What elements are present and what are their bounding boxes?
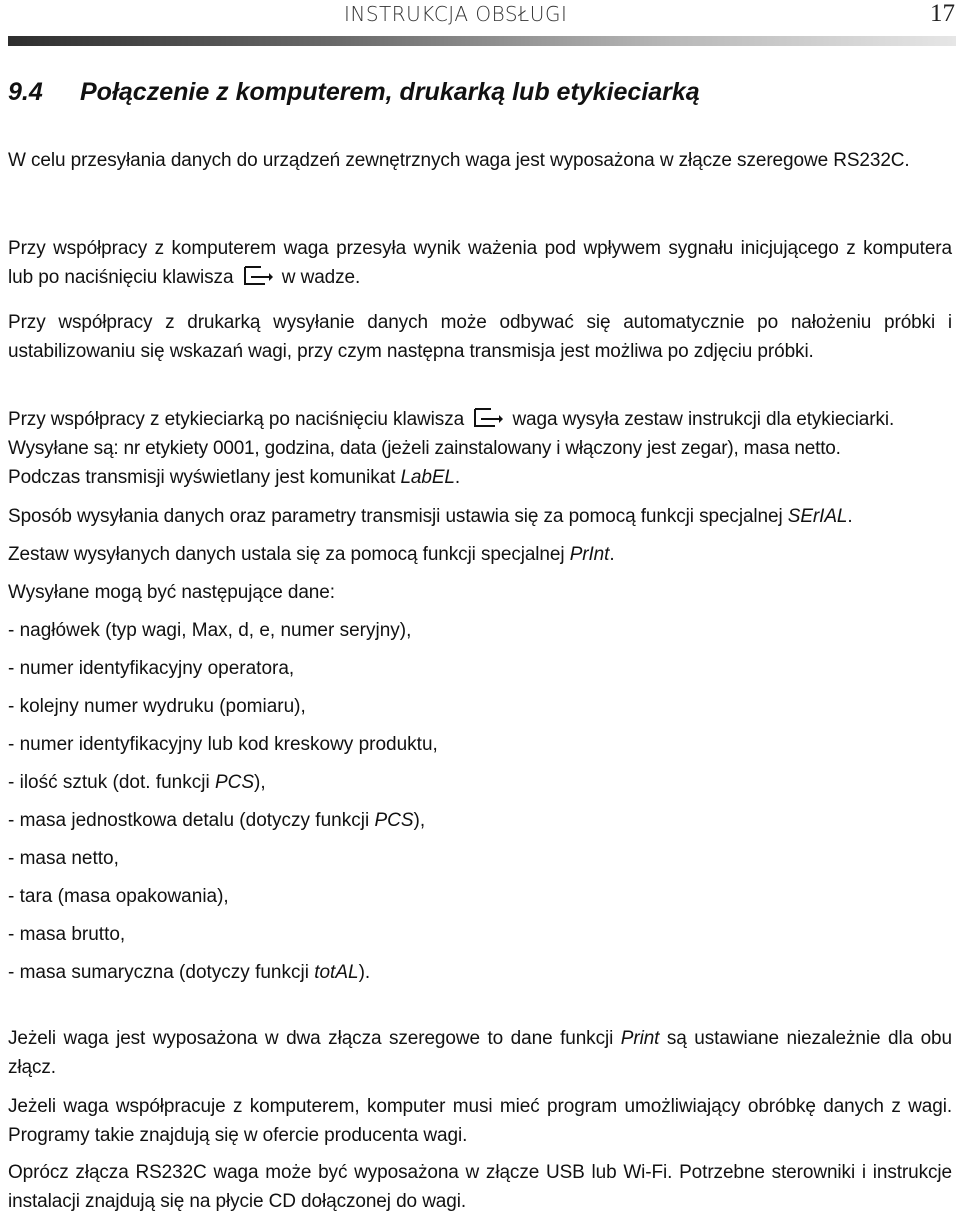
list-item-tail: ),: [413, 810, 426, 831]
list-item: - numer identyfikacyjny lub kod kreskowy produktu,: [8, 734, 438, 755]
paragraph-usb-wifi: Oprócz złącza RS232C waga może być wyposażona w złącze USB lub Wi-Fi. Potrzebne sterowniki i instrukcje instalacji znajdują się na płycie CD dołączonej do wagi.: [8, 1162, 952, 1212]
paragraph-serial: [8, 502, 952, 531]
paragraph-computer: [8, 234, 952, 292]
list-item: - masa netto,: [8, 848, 119, 869]
message-text: Podczas transmisji wyświetlany jest komunikat: [8, 467, 396, 488]
paragraph-labeler-text: Przy współpracy z etykieciarką po naciśnięciu klawisza: [8, 409, 465, 430]
list-item-tail: ).: [358, 962, 371, 983]
print-code: PrInt: [569, 544, 610, 565]
paragraph-two-ports: [8, 1024, 952, 1082]
serial-period: .: [847, 506, 853, 527]
list-item-tail: ),: [254, 772, 266, 793]
list-item-text: - masa jednostkowa detalu (dotyczy funkcji: [8, 810, 370, 831]
list-item: [8, 958, 370, 987]
paragraph-computer-tail: w wadze.: [281, 267, 361, 288]
list-item-text: - masa sumaryczna (dotyczy funkcji: [8, 962, 309, 983]
paragraph-rs232c: W celu przesyłania danych do urządzeń zewnętrznych waga jest wyposażona w złącze szeregowe RS232C.: [8, 150, 910, 171]
two-ports-tail: są ustawiane niezależnie dla obu złącz.: [8, 1028, 952, 1078]
list-item: - nagłówek (typ wagi, Max, d, e, numer seryjny),: [8, 620, 412, 641]
list-item-code: totAL: [314, 962, 359, 983]
print-period: .: [609, 544, 615, 565]
message-code: LabEL: [400, 467, 455, 488]
paragraph-computer-text: Przy współpracy z komputerem waga przesyła wynik ważenia pod wpływem sygnału inicjującego z komputera lub po naciśnięciu klawisza: [8, 238, 952, 288]
two-ports-code: Print: [620, 1028, 660, 1049]
list-item-code: PCS: [214, 772, 255, 793]
paragraph-data-intro: Wysyłane mogą być następujące dane:: [8, 582, 335, 603]
header-title: INSTRUKCJA OBSŁUGI: [344, 2, 568, 26]
message-period: .: [454, 467, 461, 488]
paragraph-labeler-message: [8, 463, 952, 492]
paragraph-software: Jeżeli waga współpracuje z komputerem, komputer musi mieć program umożliwiający obróbkę danych z wagi. Programy takie znajdują się w ofercie producenta wagi.: [8, 1096, 952, 1146]
print-text: Zestaw wysyłanych danych ustala się za pomocą funkcji specjalnej: [8, 544, 565, 565]
print-key-icon: [243, 266, 273, 286]
section-number: 9.4: [8, 78, 43, 106]
paragraph-printer: Przy współpracy z drukarką wysyłanie danych może odbywać się automatycznie po nałożeniu próbki i ustabilizowaniu się wskazań wagi, przy czym następna transmisja jest możliwa po zdjęciu próbki.: [8, 312, 952, 362]
paragraph-labeler-data: Wysyłane są: nr etykiety 0001, godzina, data (jeżeli zainstalowany i włączony jest zegar), masa netto.: [8, 438, 841, 459]
page-number: 17: [930, 0, 955, 27]
two-ports-text: Jeżeli waga jest wyposażona w dwa złącza szeregowe to dane funkcji: [8, 1028, 614, 1049]
paragraph-labeler-tail: waga wysyła zestaw instrukcji dla etykieciarki.: [512, 409, 895, 430]
serial-code: SErIAL: [787, 506, 848, 527]
list-item: [8, 768, 266, 797]
page-header: [0, 0, 960, 40]
print-key-icon: [473, 408, 503, 428]
paragraph-labeler: [8, 405, 952, 434]
serial-text: Sposób wysyłania danych oraz parametry transmisji ustawia się za pomocą funkcji specjalnej: [8, 506, 783, 527]
list-item: [8, 806, 425, 835]
list-item: - tara (masa opakowania),: [8, 886, 229, 907]
list-item: - kolejny numer wydruku (pomiaru),: [8, 696, 306, 717]
list-item-text: - ilość sztuk (dot. funkcji: [8, 772, 210, 793]
list-item-code: PCS: [374, 810, 414, 831]
list-item: - numer identyfikacyjny operatora,: [8, 658, 295, 679]
section-heading: [8, 78, 700, 107]
header-gradient-bar: [8, 36, 956, 46]
section-title: Połączenie z komputerem, drukarką lub etykieciarką: [80, 78, 700, 106]
paragraph-print-function: [8, 540, 952, 569]
list-item: - masa brutto,: [8, 924, 126, 945]
